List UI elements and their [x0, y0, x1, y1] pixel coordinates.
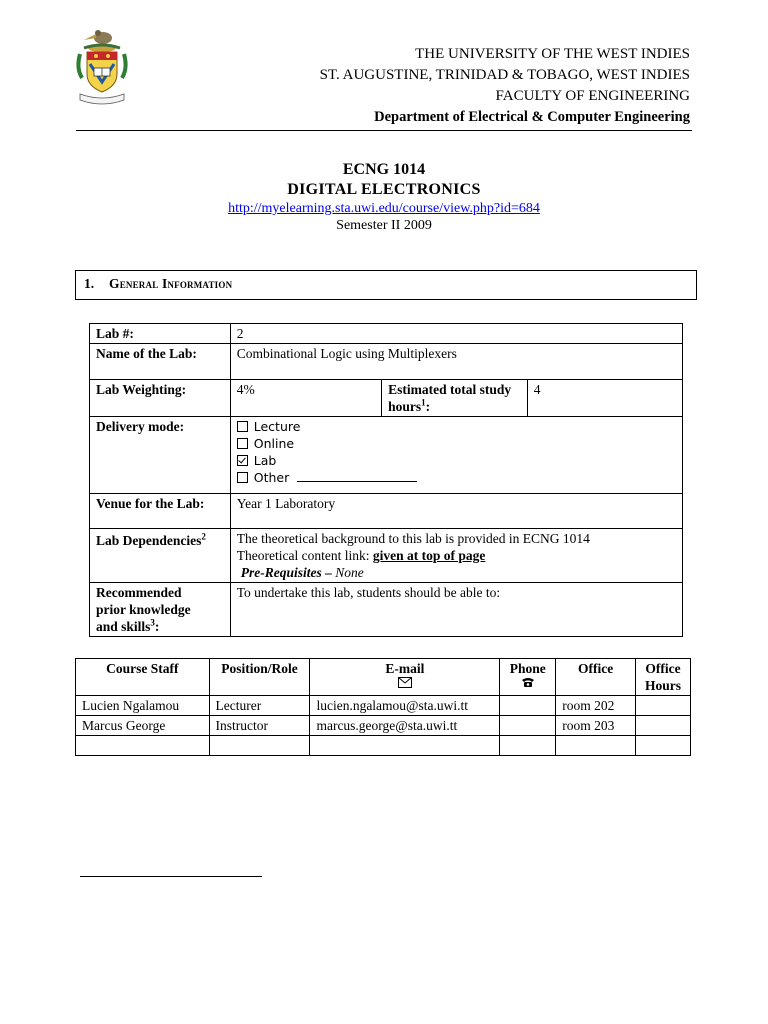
staff-role — [209, 736, 310, 756]
prerequisites-label: Pre-Requisites – — [240, 565, 336, 580]
footnote-separator — [80, 876, 262, 877]
header-divider — [76, 130, 692, 131]
checked-checkbox-icon[interactable] — [237, 455, 248, 466]
staff-office-hours — [635, 696, 690, 716]
lab-number-label: Lab #: — [90, 324, 231, 344]
lab-number-row — [90, 324, 683, 344]
staff-header-row — [76, 659, 691, 696]
study-hours-label-text: Estimated total study hours — [388, 382, 512, 414]
staff-phone — [500, 716, 556, 736]
staff-phone — [500, 696, 556, 716]
dependencies-row — [90, 529, 683, 583]
staff-header-office: Office — [556, 659, 636, 696]
footnote-ref-3: 3 — [150, 617, 155, 628]
delivery-option-other[interactable] — [237, 469, 676, 486]
staff-phone — [500, 736, 556, 756]
delivery-option-label: Online — [253, 436, 295, 451]
delivery-option-label: Lab — [253, 453, 277, 468]
delivery-option-label: Lecture — [253, 419, 301, 434]
prior-knowledge-label-line3 — [96, 618, 224, 635]
lab-number-value: 2 — [230, 324, 682, 344]
prerequisites — [237, 564, 676, 581]
theoretical-link-line — [237, 547, 676, 564]
study-hours-value: 4 — [527, 380, 682, 417]
staff-header-role: Position/Role — [209, 659, 310, 696]
delivery-option-lecture[interactable] — [237, 418, 676, 435]
course-staff-table — [75, 658, 691, 756]
staff-header-name: Course Staff — [76, 659, 210, 696]
staff-header-hours-line2: Hours — [644, 678, 681, 693]
prerequisites-value: None — [335, 565, 364, 580]
other-blank-line — [297, 471, 417, 482]
delivery-option-label: Other — [253, 470, 290, 485]
venue-label: Venue for the Lab: — [90, 494, 231, 529]
course-link[interactable]: http://myelearning.sta.uwi.edu/course/view.php?id=684 — [228, 201, 540, 216]
prior-knowledge-colon: : — [154, 619, 160, 634]
course-name: DIGITAL ELECTRONICS — [287, 181, 481, 198]
checkbox-icon[interactable] — [237, 438, 248, 449]
staff-row — [76, 696, 691, 716]
staff-office-hours — [635, 716, 690, 736]
prior-knowledge-label-text: and skills — [96, 619, 151, 634]
venue-value: Year 1 Laboratory — [230, 494, 682, 529]
section-number: 1. — [84, 276, 95, 291]
delivery-option-lab[interactable] — [237, 452, 676, 469]
staff-email[interactable]: marcus.george@sta.uwi.tt — [310, 716, 500, 736]
checkbox-icon[interactable] — [237, 421, 248, 432]
venue-row — [90, 494, 683, 529]
university-name: THE UNIVERSITY OF THE WEST INDIES — [415, 46, 690, 62]
department-name: Department of Electrical & Computer Engineering — [374, 109, 690, 125]
staff-header-phone-text: Phone — [509, 661, 546, 676]
staff-email — [310, 736, 500, 756]
envelope-icon — [398, 677, 412, 688]
staff-name — [76, 736, 210, 756]
staff-header-hours — [635, 659, 690, 696]
staff-row — [76, 736, 691, 756]
faculty-name: FACULTY OF ENGINEERING — [495, 88, 690, 104]
prior-knowledge-row — [90, 583, 683, 637]
study-hours-label — [382, 380, 528, 417]
footnote-ref-2: 2 — [201, 531, 206, 542]
dependencies-label-text: Lab Dependencies — [96, 533, 202, 548]
lab-name-value: Combinational Logic using Multiplexers — [230, 344, 682, 380]
dependencies-value — [230, 529, 682, 583]
staff-office: room 203 — [556, 716, 636, 736]
campus-name: ST. AUGUSTINE, TRINIDAD & TOBAGO, WEST INDIES — [319, 67, 690, 83]
prior-knowledge-label-line1: Recommended — [96, 585, 182, 600]
prior-knowledge-label-line2: prior knowledge — [96, 602, 191, 617]
staff-role: Instructor — [209, 716, 310, 736]
lab-weighting-row — [90, 380, 683, 417]
delivery-mode-options — [230, 417, 682, 494]
prior-knowledge-label — [90, 583, 231, 637]
footnote-ref-1: 1 — [421, 397, 426, 408]
staff-office: room 202 — [556, 696, 636, 716]
lab-name-row — [90, 344, 683, 380]
lab-name-label: Name of the Lab: — [90, 344, 231, 380]
dependencies-label — [90, 529, 231, 583]
staff-office-hours — [635, 736, 690, 756]
staff-row — [76, 716, 691, 736]
delivery-mode-label: Delivery mode: — [90, 417, 231, 494]
study-hours-colon: : — [425, 399, 431, 414]
staff-email[interactable]: lucien.ngalamou@sta.uwi.tt — [310, 696, 500, 716]
lab-weighting-value: 4% — [230, 380, 381, 417]
university-header — [320, 44, 690, 128]
checkbox-icon[interactable] — [237, 472, 248, 483]
staff-header-email-text: E-mail — [385, 661, 425, 676]
telephone-icon — [521, 677, 535, 688]
staff-office — [556, 736, 636, 756]
dependencies-line: The theoretical background to this lab is provided in ECNG 1014 — [236, 531, 590, 546]
staff-role: Lecturer — [209, 696, 310, 716]
staff-header-phone — [500, 659, 556, 696]
semester: Semester II 2009 — [336, 218, 432, 233]
staff-header-email — [310, 659, 500, 696]
section-heading — [75, 270, 697, 300]
theoretical-content-link[interactable]: given at top of page — [372, 548, 486, 563]
section-title: General Information — [109, 276, 233, 291]
lab-info-table — [89, 323, 683, 637]
university-crest-icon — [74, 24, 130, 106]
course-code: ECNG 1014 — [342, 161, 426, 178]
lab-weighting-label: Lab Weighting: — [90, 380, 231, 417]
staff-header-hours-line1: Office — [645, 661, 681, 676]
prior-knowledge-value: To undertake this lab, students should be able to: — [230, 583, 682, 637]
delivery-option-online[interactable] — [237, 435, 676, 452]
staff-name: Marcus George — [76, 716, 210, 736]
course-heading — [0, 160, 768, 235]
theoretical-link-prefix: Theoretical content link: — [236, 548, 373, 563]
staff-name: Lucien Ngalamou — [76, 696, 210, 716]
delivery-mode-row — [90, 417, 683, 494]
